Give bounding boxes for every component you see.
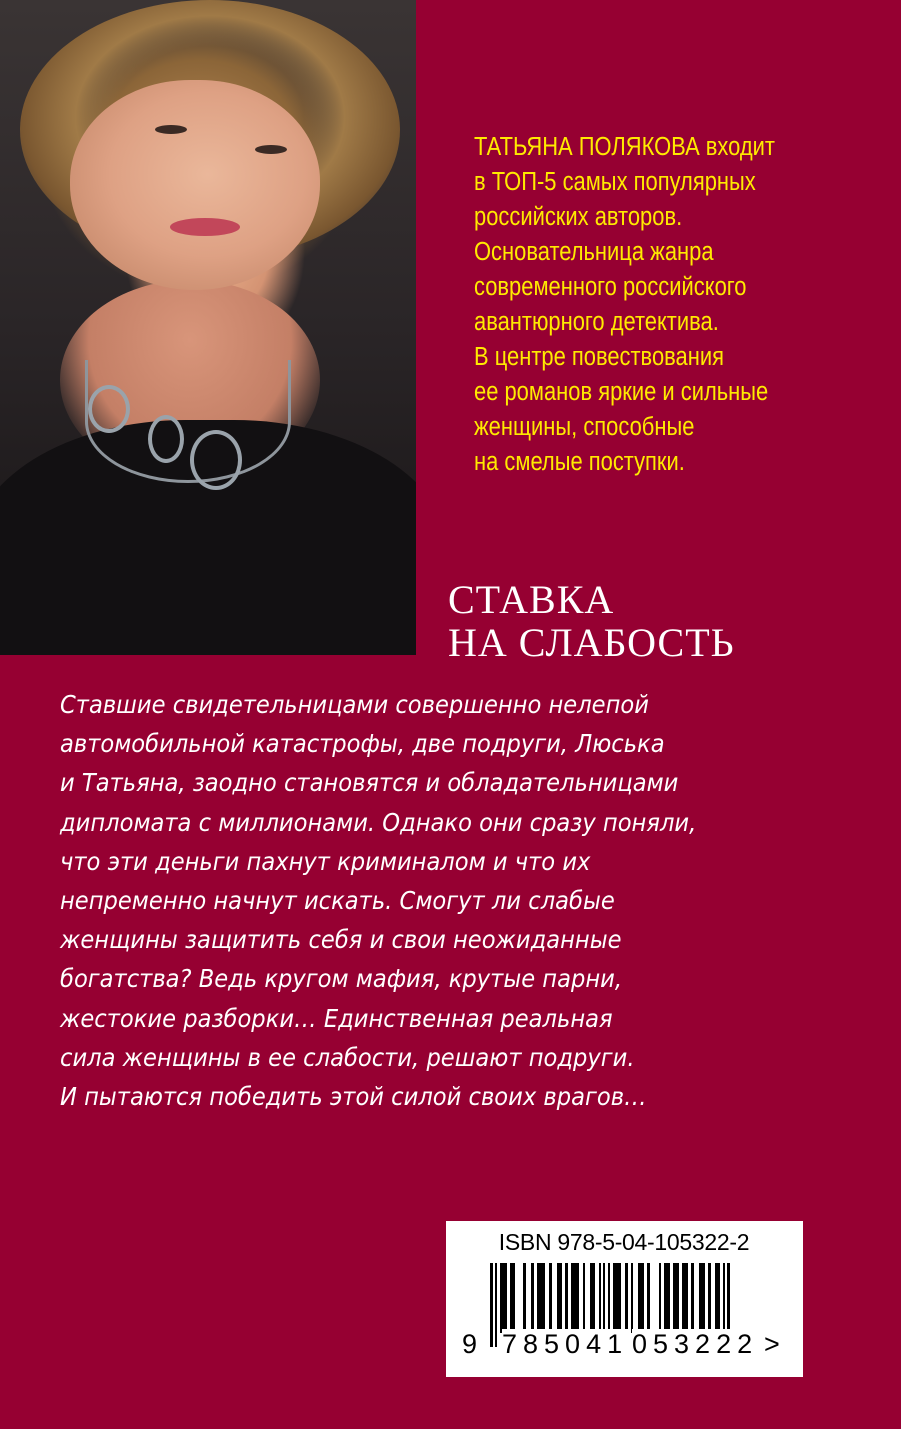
annotation-line: И пытаются победить этой силой своих врагов… [60,1081,647,1111]
barcode-bar [613,1263,621,1333]
barcode-digit-first: 9 [462,1329,484,1359]
book-annotation [60,685,696,1116]
annotation-line: что эти деньги пахнут криминалом и что их [60,846,591,876]
photo-pendant [190,430,242,490]
author-blurb [474,130,775,480]
blurb-line: Основательница жанра [474,238,714,266]
annotation-line: сила женщины в ее слабости, решают подруги. [60,1042,635,1072]
blurb-line: в ТОП-5 самых популярных [474,168,756,196]
blurb-line: ее романов яркие и сильные [474,378,769,406]
annotation-line: автомобильной катастрофы, две подруги, Люська [60,729,665,759]
photo-pendant [148,415,184,463]
annotation-line: дипломата с миллионами. Однако они сразу поняли, [60,807,697,837]
annotation-line: непременно начнут искать. Смогут ли слабые [60,885,615,915]
annotation-line: женщины защитить себя и свои неожиданные [60,925,622,955]
annotation-line: жестокие разборки… Единственная реальная [60,1003,613,1033]
title-line: НА СЛАБОСТЬ [448,620,735,665]
barcode-digits-left: 785041 [502,1329,629,1359]
barcode-panel [446,1221,803,1377]
author-photo [0,0,416,655]
barcode-quiet-zone-mark: > [764,1329,786,1359]
title-line: СТАВКА [448,577,615,622]
blurb-line: на смелые поступки. [474,448,685,476]
photo-lips [170,218,240,236]
barcode-digits-right: 053222 [632,1329,759,1359]
blurb-line: ТАТЬЯНА ПОЛЯКОВА входит [474,133,775,161]
photo-eye-right [255,145,287,154]
photo-eye-left [155,125,187,134]
annotation-line: богатства? Ведь кругом мафия, крутые парни, [60,964,623,994]
barcode-bar [571,1263,579,1333]
photo-pendant [88,385,130,433]
blurb-line: авантюрного детектива. [474,308,719,336]
annotation-line: Ставшие свидетельницами совершенно нелепой [60,690,649,719]
barcode-bar [537,1263,545,1333]
blurb-line: женщины, способные [474,413,695,441]
isbn-label: ISBN 978-5-04-105322-2 [498,1229,750,1255]
book-title [448,578,735,664]
annotation-line: и Татьяна, заодно становятся и обладательницами [60,768,679,798]
blurb-line: современного российского [474,273,747,301]
barcode-bar [500,1263,507,1333]
blurb-line: российских авторов. [474,203,683,231]
blurb-line: В центре повествования [474,343,724,371]
photo-face [70,80,320,290]
